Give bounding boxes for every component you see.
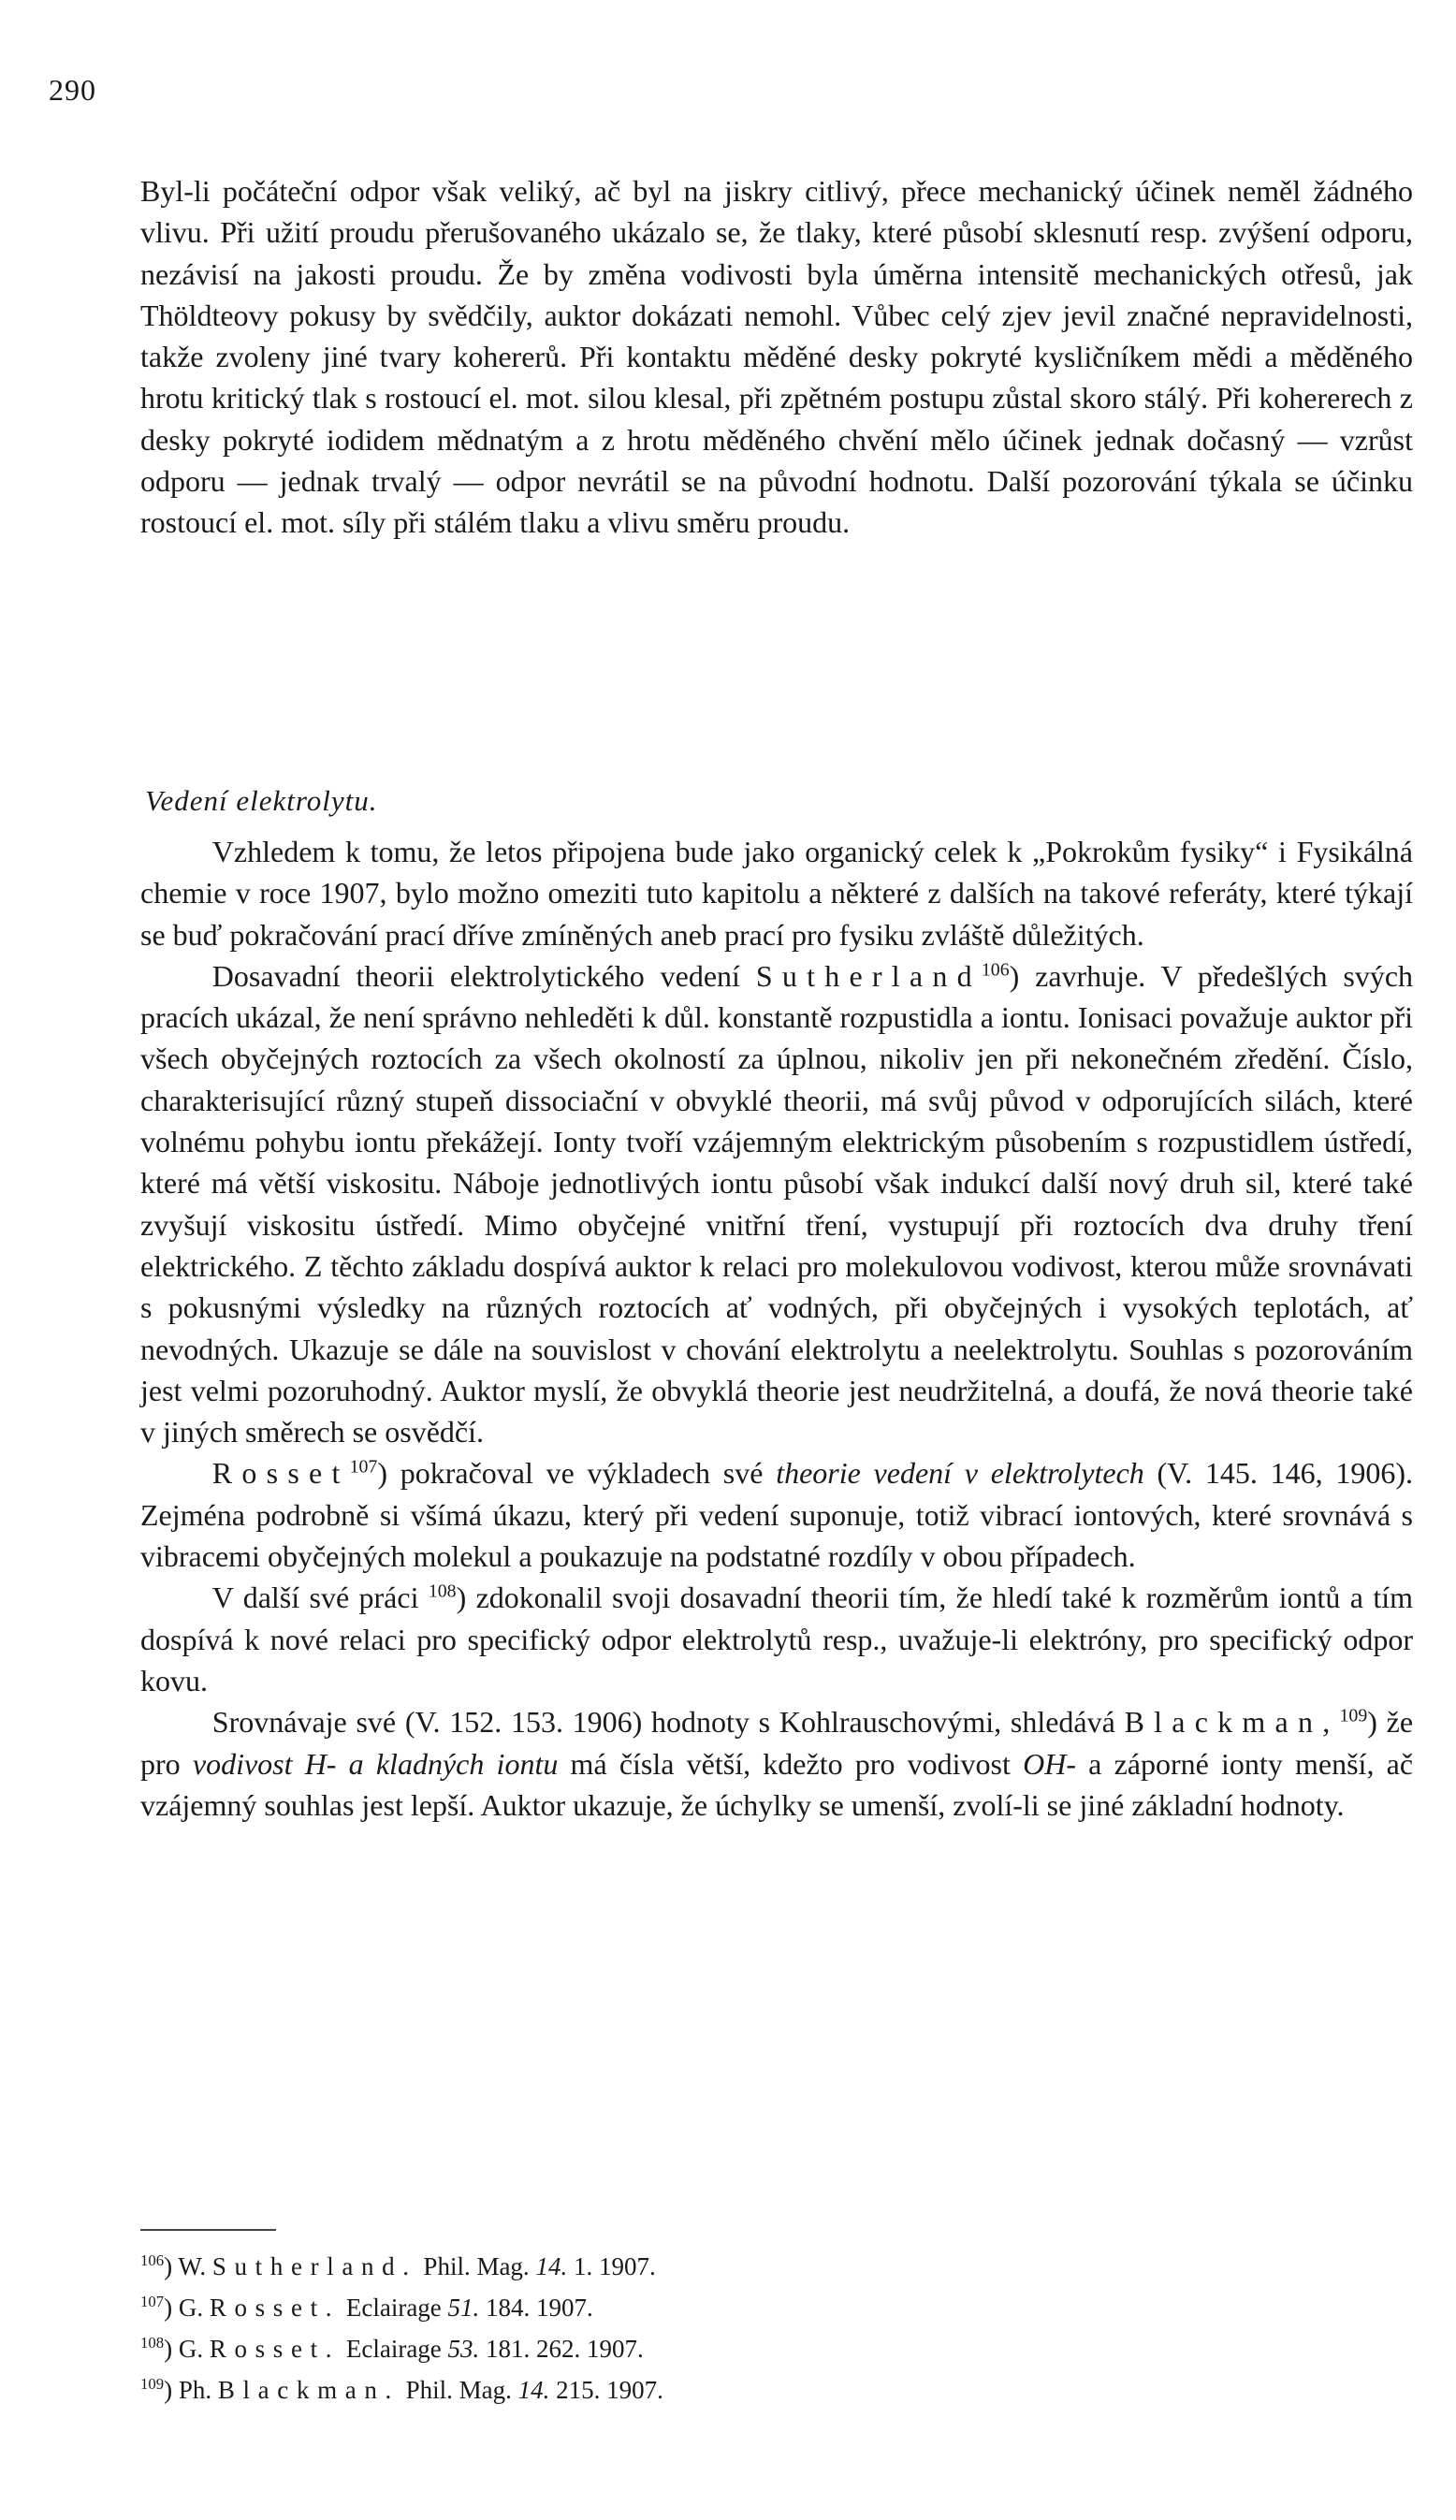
footnote-ref-109[interactable]: 109 [1339, 1705, 1368, 1726]
p6-mid: ) že pro [140, 1705, 1414, 1781]
p3-before: Dosavadní theorii elektrolytického vedení [211, 958, 740, 993]
footnote-author: Sutherland. [211, 2252, 417, 2280]
footnote-109: $^{109}$) Ph. Blackman. Phil. Mag. 14. 215. 1907. [140, 2375, 663, 2404]
footnote-rest: 181. 262. 1907. [486, 2335, 644, 2363]
page-number: 290 [49, 73, 96, 107]
footnote-source: Eclairage [345, 2294, 442, 2322]
author-blackman: Blackman, [1124, 1705, 1340, 1740]
p5-after: ) zdokonalil svoji dosavadní theorii tím, že hledí také k rozměrům iontů a tím dospívá k nové relaci pro specifický odpor elektrolytů resp., uvažuje-li elektróny, pro specifický odpor kovu. [140, 1580, 1413, 1697]
section-heading: Vedení elektrolytu. [145, 784, 378, 817]
footnote-source: Phil. Mag. [423, 2252, 530, 2280]
footnote-initial: G. [178, 2335, 204, 2363]
paragraph-coherer: Byl-li počáteční odpor však veliký, ač byl na jiskry citlivý, přece mechanický účinek neměl žádného vlivu. Při užití proudu přerušovaného ukázalo se, že tlaky, které působí sklesnutí resp. zvýšení odporu, nezávisí na jakosti proudu. Že by změna vodivosti byla úměrna intensitě mechanických otřesů, jak Thöldteovy pokusy by svědčily, auktor dokázati nemohl. Vůbec celý zjev jevil značné nepravidelnosti, takže zvoleny jiné tvary kohererů. Při kontaktu měděné desky pokryté kysličníkem mědi a měděného hrotu kritický tlak s rostoucí el. mot. silou klesal, při zpětném postupu zůstal skoro stálý. Při kohererech z desky pokryté iodidem mědnatým a z hrotu měděného chvění mělo účinek jednak dočasný — vzrůst odporu — jednak trvalý — odpor nevrátil se na původní hodnotu. Další pozorování týkala se účinku rostoucí el. mot. síly při stálém tlaku a vlivu směru proudu. [140, 174, 1413, 540]
footnote-volume: 14. [535, 2252, 568, 2280]
body-text-main [140, 831, 1413, 1826]
footnote-author: Rosset. [209, 2335, 341, 2363]
footnote-source: Phil. Mag. [405, 2376, 512, 2404]
footnote-source: Eclairage [345, 2335, 442, 2363]
paragraph-blackman [140, 1701, 1413, 1826]
footnote-106: $^{106}$) W. Sutherland. Phil. Mag. 14. 1. 1907. [140, 2251, 656, 2280]
p6-italic-2: OH- [1023, 1746, 1076, 1781]
footnotes [140, 2246, 663, 2411]
footnote-divider [140, 2229, 276, 2231]
author-rosset: Rosset [211, 1456, 350, 1491]
footnote-ref-108[interactable]: 108 [428, 1580, 457, 1602]
footnote-number: 107 [140, 2293, 165, 2310]
footnote-author: Rosset. [209, 2294, 341, 2322]
footnote-volume: 14. [517, 2376, 550, 2404]
p6-italic-1: vodivost H- a kladných iontu [192, 1746, 559, 1781]
p4-middle: ) pokračoval ve výkladech své [377, 1456, 764, 1491]
p6-before: Srovnávaje své (V. 152. 153. 1906) hodnoty s Kohlrauschovými, shledává [211, 1705, 1115, 1740]
footnote-initial: G. [178, 2294, 204, 2322]
paragraph-sutherland [140, 955, 1413, 1453]
footnote-initial: Ph. [178, 2376, 212, 2404]
footnote-rest: 1. 1907. [573, 2252, 656, 2280]
footnote-number: 106 [140, 2251, 165, 2269]
footnote-author: Blackman. [217, 2376, 400, 2404]
paragraph-rosset-1 [140, 1452, 1413, 1577]
footnote-rest: 184. 1907. [486, 2294, 593, 2322]
author-sutherland: Sutherland [755, 958, 982, 993]
p4-italic-title: theorie vedení v elektrolytech [776, 1456, 1144, 1491]
footnote-rest: 215. 1907. [556, 2376, 663, 2404]
footnote-number: 109 [140, 2375, 165, 2393]
footnote-number: 108 [140, 2334, 165, 2352]
p4-after: (V. 145. 146, 1906). Zejména podrobně si všímá úkazu, který při vedení suponuje, totiž vibrací iontových, které srovnává s vibracemi obyčejných molekul a poukazuje na podstatné rozdíly v obou případech. [140, 1456, 1414, 1574]
footnote-ref-107[interactable]: 107 [349, 1456, 378, 1478]
footnote-108: $^{108}$) G. Rosset. Eclairage 53. 181. 262. 1907. [140, 2334, 644, 2363]
footnote-ref-106[interactable]: 106 [981, 959, 1010, 981]
footnote-107: $^{107}$) G. Rosset. Eclairage 51. 184. 1907. [140, 2293, 593, 2322]
paragraph-rosset-2 [140, 1577, 1413, 1701]
p6-mid2: má čísla větší, kdežto pro vodivost [570, 1746, 1011, 1781]
paragraph-intro: Vzhledem k tomu, že letos připojena bude jako organický celek k „Pokrokům fysiky“ i Fysikálná chemie v roce 1907, bylo možno omeziti tuto kapitolu a některé z dalších na takové referáty, které týkají se buď pokračování prací dříve zmíněných aneb prací pro fysiku zvláště důležitých. [140, 835, 1413, 952]
p3-after: ) zavrhuje. V předešlých svých pracích ukázal, že není správno nehleděti k důl. konstantě rozpustidla a iontu. Ionisaci považuje auktor při všech obyčejných roztocích za všech okolností za úplnou, nikoliv jen při nekonečném zředění. Číslo, charakterisující různý stupeň dissociační v obvyklé theorii, má svůj původ v odporujících silách, které volnému pohybu iontu překážejí. Ionty tvoří vzájemným elektrickým působením s rozpustidlem ústředí, které má větší viskositu. Náboje jednotlivých iontu působí však indukcí další nový druh sil, které také zvyšují viskositu ústředí. Mimo obyčejné vnitřní tření, vystupují při roztocích dva druhy tření elektrického. Z těchto základu dospívá auktor k relaci pro molekulovou vodivost, kterou může srovnávati s pokusnými výsledky na různých roztocích ať vodných, při obyčejných i vysokých teplotách, ať nevodných. Ukazuje se dále na souvislost v chování elektrolytu a neelektrolytu. Souhlas s pozorováním jest velmi pozoruhodný. Auktor myslí, že obvyklá theorie jest neudržitelná, a doufá, že nová theorie také v jiných směrech se osvědčí. [140, 958, 1414, 1449]
body-text-top [140, 170, 1413, 544]
p6-after: a záporné ionty menší, ač vzájemný souhlas jest lepší. Auktor ukazuje, že úchylky se umenší, zvolí-li se jiné základní hodnoty. [140, 1746, 1414, 1822]
footnote-volume: 51. [447, 2294, 480, 2322]
footnote-initial: W. [178, 2252, 207, 2280]
p5-before: V další své práci [211, 1580, 419, 1615]
footnote-volume: 53. [447, 2335, 480, 2363]
